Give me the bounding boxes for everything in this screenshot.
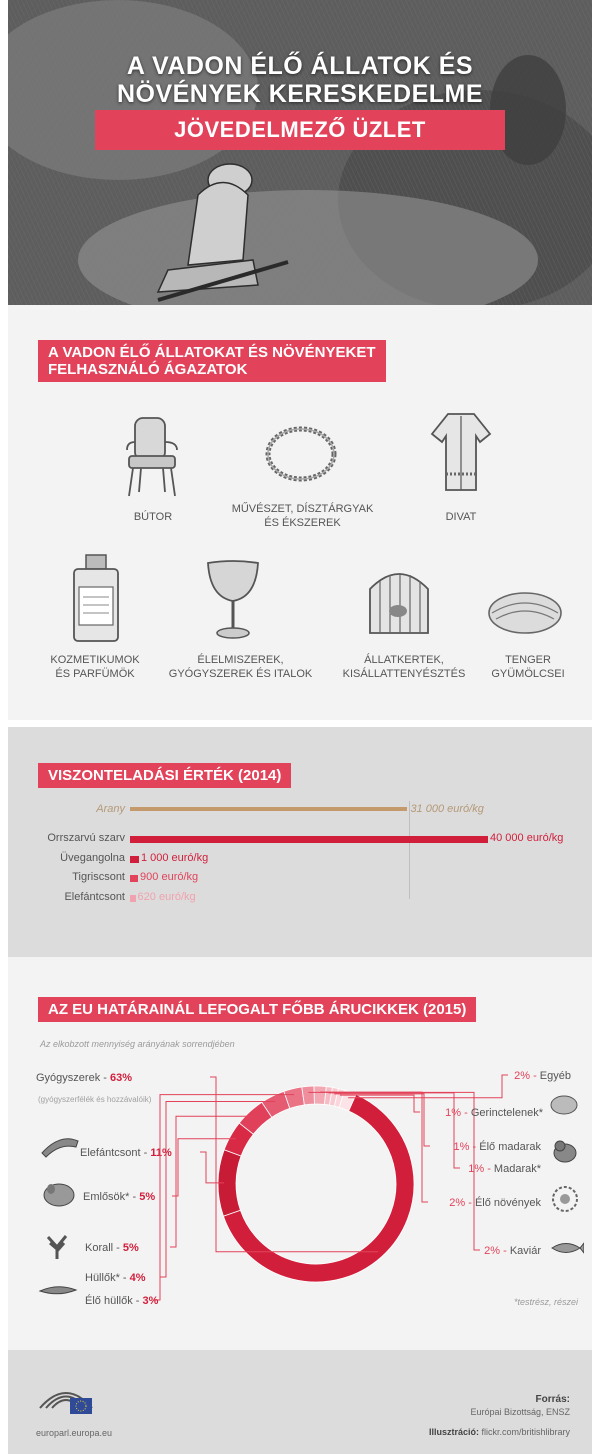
donut-label: 2% - Kaviár — [484, 1245, 541, 1257]
shell-icon — [484, 585, 566, 637]
donut-label: 2% - Egyéb — [514, 1070, 571, 1082]
resale-row-label: Tigriscsont — [72, 871, 125, 883]
source-text: Európai Bizottság, ENSZ — [470, 1407, 570, 1417]
sector-label-food: ÉLELMISZEREK, GYÓGYSZEREK ÉS ITALOK — [168, 654, 313, 680]
resale-bar — [130, 895, 136, 902]
reptile-icon — [38, 1283, 78, 1297]
illustration-label: Illusztráció: — [428, 1427, 479, 1437]
donut-label: 1% - Élő madarak — [453, 1141, 541, 1153]
resale-bar — [130, 875, 138, 882]
resale-bar — [130, 836, 488, 843]
donut-label: Emlősök* - 5% — [83, 1191, 156, 1203]
resale-value-label: 900 euró/kg — [140, 871, 199, 883]
sector-label-furniture: BÚTOR — [133, 511, 173, 523]
seizures-subtitle: Az elkobzott mennyiség arányának sorrendjében — [40, 1039, 235, 1049]
donut-label: Élő hüllők - 3% — [85, 1295, 159, 1307]
resale-row-label: Orrszarvú szarv — [47, 832, 125, 844]
sector-label-fashion: DIVAT — [445, 511, 477, 523]
sector-label-cosmetics: KOZMETIKUMOK ÉS PARFÜMÖK — [50, 654, 140, 680]
gold-value: 31 000 euró/kg — [410, 803, 484, 815]
gold-reference-line — [409, 801, 410, 899]
resale-value-label: 40 000 euró/kg — [490, 832, 564, 844]
donut-label: Korall - 5% — [85, 1242, 139, 1254]
engraving-illustration — [8, 0, 592, 305]
perfume-bottle-icon — [68, 553, 124, 643]
sectors-title — [38, 340, 386, 382]
chair-icon — [121, 412, 185, 500]
resale-value-chart — [8, 727, 592, 957]
resale-value-label: 1 000 euró/kg — [140, 852, 209, 864]
illustration-credit — [429, 1427, 570, 1437]
donut-label: Gyógyszerek - 63% — [36, 1072, 132, 1084]
sector-label-seafood: TENGER GYÜMÖLCSEI — [491, 654, 565, 680]
hero-title-line2: NÖVÉNYEK KERESKEDELME — [116, 80, 484, 108]
bird-icon — [551, 1137, 579, 1165]
resale-row-label: Elefántcsont — [64, 891, 125, 903]
invertebrate-icon — [549, 1093, 579, 1117]
hero-subtitle-banner: JÖVEDELMEZŐ ÜZLET — [95, 110, 505, 150]
seizures-chart-title: AZ EU HATÁRAINÁL LEFOGALT FŐBB ÁRUCIKKEK (2015) — [38, 997, 476, 1022]
resale-value-label: 620 euró/kg — [137, 891, 196, 903]
parliament-logo-icon — [36, 1378, 96, 1418]
europarl-url[interactable]: europarl.europa.eu — [36, 1428, 113, 1438]
gold-bar — [130, 807, 407, 811]
birdcage-icon — [364, 561, 434, 637]
footnote-body-part: *testrész, részei — [513, 1297, 578, 1307]
hero-banner — [8, 0, 592, 305]
donut-label: Elefántcsont - 11% — [80, 1147, 172, 1159]
illustration-source[interactable]: flickr.com/britishlibrary — [481, 1427, 570, 1437]
donut-label: 1% - Gerinctelenek* — [445, 1107, 543, 1119]
sectors-title-line2: FELHASZNÁLÓ ÁGAZATOK — [48, 361, 248, 378]
donut-chart — [8, 957, 592, 1350]
necklace-icon — [262, 423, 340, 485]
footer — [8, 1350, 592, 1454]
resale-chart-title: VISZONTELADÁSI ÉRTÉK (2014) — [38, 763, 291, 788]
sectors-title-line1: A VADON ÉLŐ ÁLLATOKAT ÉS NÖVÉNYEKET — [48, 344, 376, 361]
coral-icon — [42, 1233, 72, 1261]
source-heading: Forrás: — [535, 1394, 570, 1405]
sectors-section — [8, 305, 592, 720]
donut-label: 2% - Élő növények — [449, 1197, 541, 1209]
sector-label-art: MŰVÉSZET, DÍSZTÁRGYAK ÉS ÉKSZEREK — [231, 503, 374, 529]
sector-label-zoos: ÁLLATKERTEK, KISÁLLATTENYÉSZTÉS — [342, 654, 466, 680]
goblet-icon — [204, 557, 262, 641]
ivory-icon — [40, 1133, 80, 1159]
donut-leader-line — [348, 1075, 508, 1098]
medicines-note: (gyógyszerfélék és hozzávalóik) — [38, 1095, 152, 1104]
mammal-icon — [42, 1179, 76, 1209]
caviar-fish-icon — [550, 1239, 584, 1257]
hero-title-line1: A VADON ÉLŐ ÁLLATOK ÉS — [126, 52, 474, 80]
resale-row-label: Üvegangolna — [60, 852, 125, 864]
donut-label: 1% - Madarak* — [468, 1163, 541, 1175]
gold-label: Arany — [96, 803, 125, 815]
plant-icon — [549, 1183, 581, 1215]
seizures-chart — [8, 957, 592, 1350]
garment-icon — [430, 410, 492, 495]
donut-slice — [302, 1086, 315, 1105]
resale-bar — [130, 856, 139, 863]
donut-label: Hüllők* - 4% — [85, 1272, 146, 1284]
